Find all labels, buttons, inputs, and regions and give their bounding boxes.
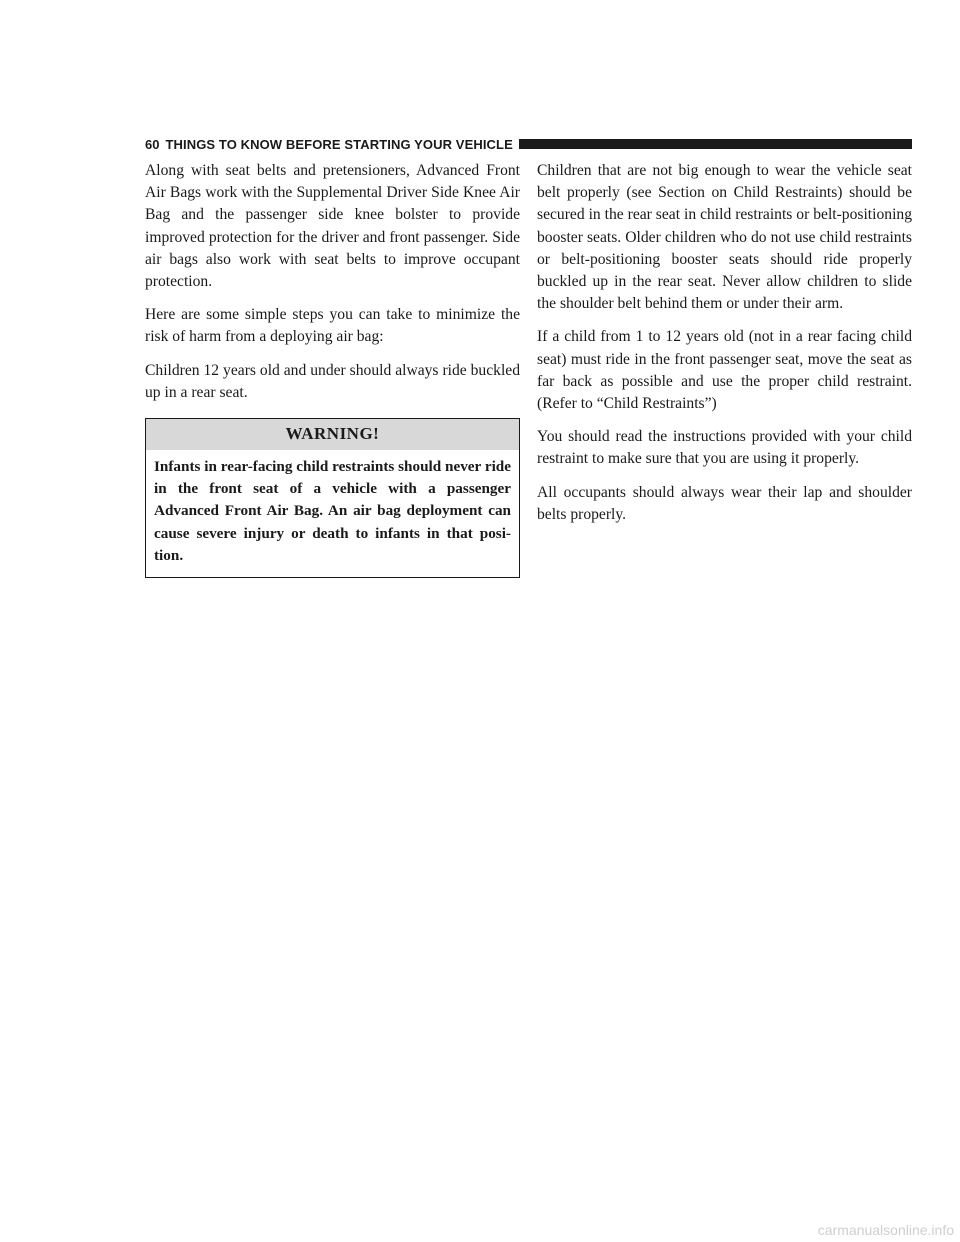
paragraph: Children 12 years old and under should always ride buckled up in a rear seat.: [145, 361, 520, 401]
section-title: THINGS TO KNOW BEFORE STARTING YOUR VEHICLE: [165, 136, 513, 152]
warning-text: Infants in rear-facing child restraints should never ride in the front seat of a vehicle with a passenger Advanced Front Air Bag. An air bag deployment can cause severe injury or death to infants in that posi-tion.: [154, 458, 511, 564]
warning-box: [145, 418, 520, 578]
header-rule: [519, 139, 912, 149]
paragraph: All occupants should always wear their lap and shoulder belts properly.: [537, 483, 912, 523]
page-number: 60: [145, 136, 160, 152]
paragraph: You should read the instructions provided with your child restraint to make sure that you are using it properly.: [537, 428, 912, 468]
left-column: [145, 160, 520, 578]
paragraph: Along with seat belts and pretensioners, Advanced Front Air Bags work with the Supplemental Driver Side Knee Air Bag and the passenger side knee bolster to provide improved protection for the driver and front passenger. Side air bags also work with seat belts to improve occupant protection.: [145, 162, 520, 291]
paragraph: Children that are not big enough to wear the vehicle seat belt properly (see Section on Child Restraints) should be secured in the rear seat in child restraints or belt-positioning booster seats. Older children who do not use child restraints or belt-positioning booster seats should ride properly buckled up in the rear seat. Never allow children to slide the shoulder belt behind them or under their arm.: [537, 162, 912, 313]
paragraph: If a child from 1 to 12 years old (not in a rear facing child seat) must ride in the front passenger seat, move the seat as far back as possible and use the proper child restraint. (Refer to “Child Restraints”): [537, 328, 912, 413]
page-header: [145, 134, 912, 154]
watermark: carmanualsonline.info: [817, 1222, 954, 1238]
warning-title: WARNING!: [146, 419, 519, 450]
right-column: [537, 160, 912, 537]
paragraph: Here are some simple steps you can take to minimize the risk of harm from a deploying air bag:: [145, 306, 520, 346]
